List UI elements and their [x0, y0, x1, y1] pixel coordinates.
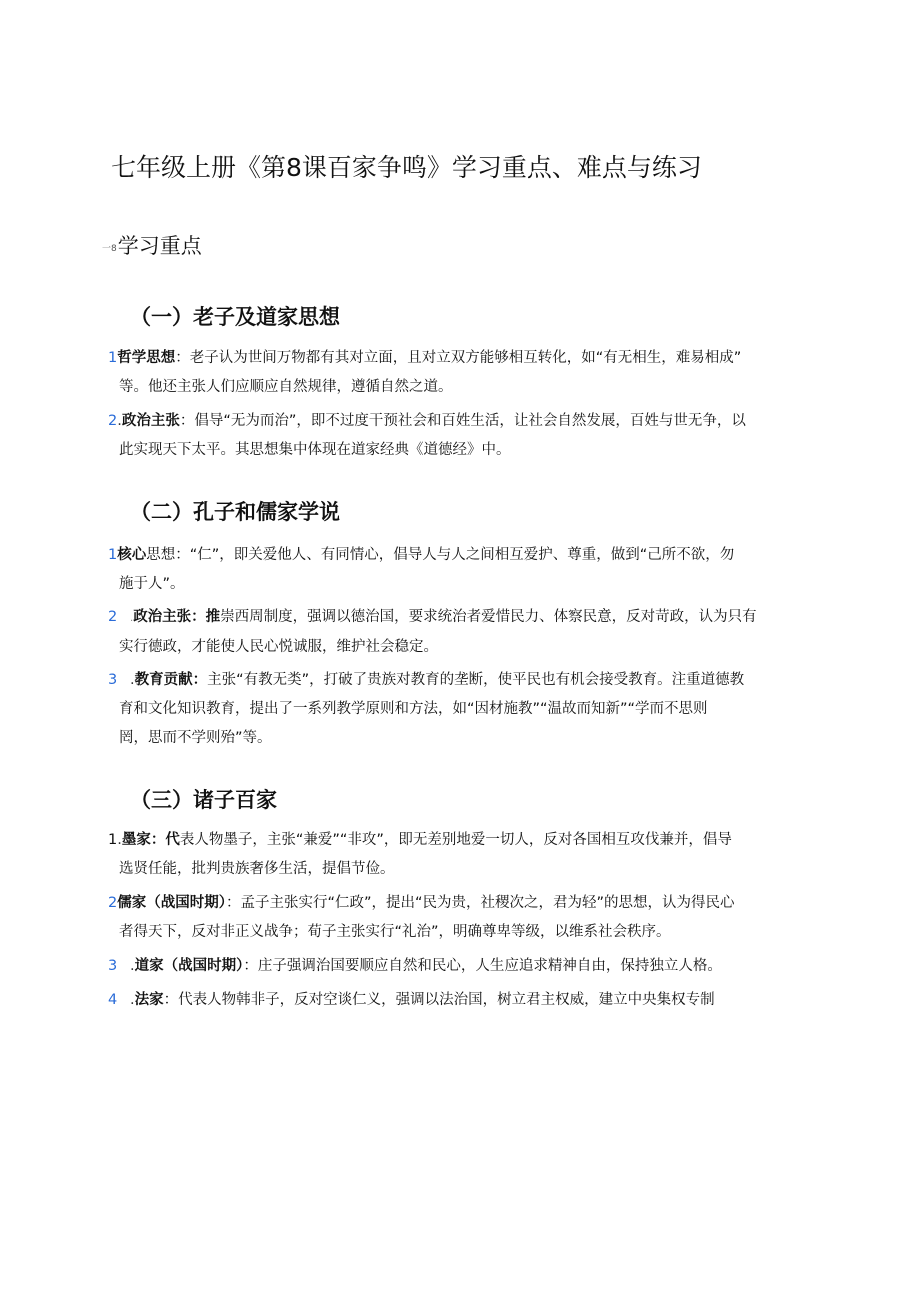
- item-text: ：庄子强调治国要顺应自然和民心，人生应追求精神自由，保持独立人格。: [243, 958, 722, 974]
- item-label: 教育贡献：: [134, 672, 208, 688]
- section-heading: [102, 230, 202, 260]
- item-marker: 3: [108, 958, 118, 974]
- item-label: 政治主张：推: [133, 609, 221, 625]
- item-label-rest: 思想: [146, 547, 176, 563]
- part-heading-hundred-schools: （三）诸子百家: [130, 788, 277, 812]
- item-label: 核心: [117, 547, 147, 563]
- list-item: 4 .法家：代表人物韩非子，反对空谈仁义，强调以法治国，树立君主权威，建立中央集权专制: [108, 986, 820, 1015]
- item-marker: 1: [108, 350, 118, 366]
- item-text: ：倡导“无为而治”，即不过度干预社会和百姓生活，让社会自然发展，百姓与世无争，以: [179, 413, 746, 429]
- item-text-continued: 者得天下，反对非正义战争；荀子主张实行“礼治”，明确尊卑等级，以维系社会秩序。: [119, 924, 671, 940]
- item-text: ：代表人物韩非子，反对空谈仁义，强调以法治国，树立君主权威，建立中央集权专制: [163, 992, 715, 1008]
- item-text: ：老子认为世间万物都有其对立面，且对立双方能够相互转化，如“有无相生，难易相成”: [175, 350, 742, 366]
- document-title: 七年级上册《第8课百家争鸣》学习重点、难点与练习: [111, 153, 702, 182]
- item-text-continued: 实行德政，才能使人民心悦诚服，维护社会稳定。: [119, 639, 438, 655]
- item-marker: 3: [108, 672, 118, 688]
- item-marker: 2: [108, 609, 118, 625]
- item-marker: 1: [108, 832, 118, 848]
- item-label: 法家: [134, 992, 164, 1008]
- item-text-continued: 施于人”。: [119, 576, 185, 592]
- list-item: 3 .教育贡献：主张“有教无类”，打破了贵族对教育的垄断，使平民也有机会接受教育。注重道德教 育和文化知识教育，提出了一系列教学原则和方法，如“因材施教”“温故而知新”“学而不思则 罔，思而不学则殆”等。: [108, 666, 820, 753]
- section-number: 一8: [102, 244, 117, 254]
- item-marker: 1: [108, 547, 118, 563]
- list-item: 2 .政治主张：推崇西周制度，强调以德治国，要求统治者爱惜民力、体察民意，反对苛政，认为只有 实行德政，才能使人民心悦诚服，维护社会稳定。: [108, 603, 820, 662]
- item-text-continued: 此实现天下太平。其思想集中体现在道家经典《道德经》中。: [119, 442, 511, 458]
- item-text-continued: 罔，思而不学则殆”等。: [119, 730, 272, 746]
- item-text-continued: 等。他还主张人们应顺应自然规律，遵循自然之道。: [119, 379, 453, 395]
- item-text: 主张“有教无类”，打破了贵族对教育的垄断，使平民也有机会接受教育。注重道德教: [207, 672, 745, 688]
- item-marker: 2: [108, 413, 118, 429]
- item-label: 道家（战国时期）: [134, 958, 244, 974]
- item-text-continued: 育和文化知识教育，提出了一系列教学原则和方法，如“因材施教”“温故而知新”“学而不思则: [119, 701, 708, 717]
- item-text: 崇西周制度，强调以德治国，要求统治者爱惜民力、体察民意，反对苛政，认为只有: [220, 609, 757, 625]
- item-marker: 4: [108, 992, 118, 1008]
- item-label: 政治主张: [121, 413, 180, 429]
- list-item: 1.墨家：代表人物墨子，主张“兼爱”“非攻”，即无差别地爱一切人，反对各国相互攻伐兼并，倡导 选贤任能，批判贵族奢侈生活，提倡节俭。: [108, 826, 820, 884]
- item-text: 表人物墨子，主张“兼爱”“非攻”，即无差别地爱一切人，反对各国相互攻伐兼并，倡导: [179, 832, 732, 848]
- item-text: ：孟子主张实行“仁政”，提出“民为贵，社稷次之，君为轻”的思想，认为得民心: [225, 895, 735, 911]
- item-label: 墨家：代: [121, 832, 180, 848]
- item-text: ：“仁”，即关爱他人、有同情心，倡导人与人之间相互爱护、尊重，做到“己所不欲，勿: [175, 547, 735, 563]
- list-item: 2.政治主张：倡导“无为而治”，即不过度干预社会和百姓生活，让社会自然发展，百姓与世无争，以 此实现天下太平。其思想集中体现在道家经典《道德经》中。: [108, 407, 820, 465]
- item-label: 哲学思想: [117, 350, 176, 366]
- item-label: 儒家（战国时期）: [117, 895, 226, 911]
- item-text-continued: 选贤任能，批判贵族奢侈生活，提倡节俭。: [119, 861, 395, 877]
- part-heading-daoism: （一）老子及道家思想: [130, 305, 340, 329]
- section-label: 学习重点: [117, 234, 202, 258]
- list-item: [108, 541, 820, 599]
- item-marker: 2: [108, 895, 118, 911]
- part-heading-confucianism: （二）孔子和儒家学说: [130, 500, 340, 524]
- list-item: 3 .道家（战国时期）：庄子强调治国要顺应自然和民心，人生应追求精神自由，保持独立人格。: [108, 952, 820, 981]
- list-item: [108, 344, 820, 402]
- list-item: [108, 889, 820, 947]
